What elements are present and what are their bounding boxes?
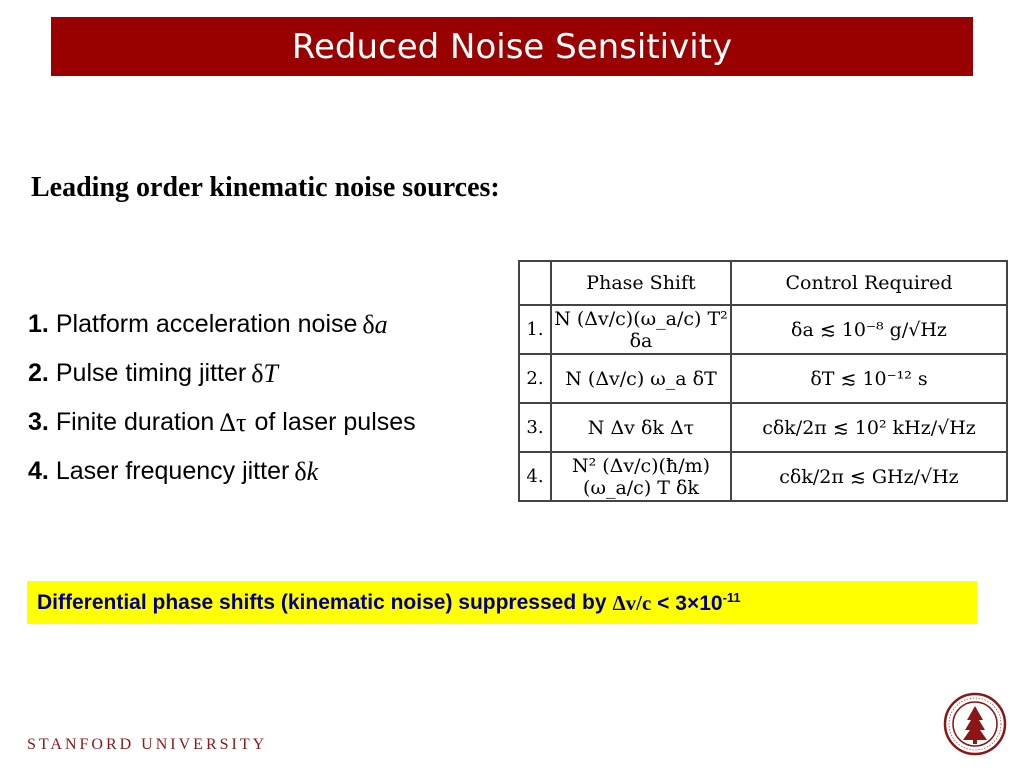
item-number: 2. [28, 359, 49, 387]
control-cell: δa ≲ 10⁻⁸ g/√Hz [731, 305, 1007, 354]
list-item [28, 300, 416, 349]
item-symbol: δT [251, 358, 278, 388]
stanford-university-wordmark: STANFORD UNIVERSITY [27, 736, 268, 753]
item-text: Finite duration [55, 408, 215, 436]
item-suffix: of laser pulses [254, 408, 416, 436]
header-phase-shift: Phase Shift [551, 261, 731, 305]
item-symbol: Δτ [219, 407, 247, 437]
row-index: 4. [519, 452, 551, 501]
row-index: 2. [519, 354, 551, 403]
control-cell: δT ≲ 10⁻¹² s [731, 354, 1007, 403]
control-cell: cδk/2π ≲ GHz/√Hz [731, 452, 1007, 501]
control-cell: cδk/2π ≲ 10² kHz/√Hz [731, 403, 1007, 452]
header-control-required: Control Required [731, 261, 1007, 305]
item-symbol: δk [294, 456, 319, 486]
slide-title-text: Reduced Noise Sensitivity [291, 26, 733, 67]
row-index: 1. [519, 305, 551, 354]
slide-title [51, 17, 973, 76]
header-index [519, 261, 551, 305]
item-symbol: δa [362, 309, 388, 339]
phase-shift-cell: N (Δv/c)(ω_a/c) T² δa [551, 305, 731, 354]
phase-shift-cell: N Δv δk Δτ [551, 403, 731, 452]
noise-control-table [518, 260, 1008, 502]
list-item [28, 447, 416, 496]
table-header-row [519, 261, 1007, 305]
section-heading: Leading order kinematic noise sources: [31, 172, 500, 203]
row-index: 3. [519, 403, 551, 452]
stanford-seal-icon [943, 692, 1007, 756]
highlight-expression: $\Delta v/c < 3\times 10^{-11}$ [612, 589, 741, 615]
table-row [519, 354, 1007, 403]
item-text: Platform acceleration noise [55, 310, 358, 338]
list-item [28, 398, 416, 447]
conclusion-highlight [27, 581, 977, 624]
noise-source-list [28, 300, 416, 496]
item-number: 4. [28, 457, 49, 485]
table-row [519, 305, 1007, 354]
phase-shift-cell: N (Δv/c) ω_a δT [551, 354, 731, 403]
item-text: Laser frequency jitter [55, 457, 290, 485]
table-row [519, 403, 1007, 452]
item-text: Pulse timing jitter [55, 359, 247, 387]
table-row [519, 452, 1007, 501]
item-number: 3. [28, 408, 49, 436]
highlight-text: Differential phase shifts (kinematic noise) suppressed by [37, 590, 607, 614]
item-number: 1. [28, 310, 49, 338]
list-item [28, 349, 416, 398]
phase-shift-cell: N² (Δv/c)(ħ/m)(ω_a/c) T δk [551, 452, 731, 501]
